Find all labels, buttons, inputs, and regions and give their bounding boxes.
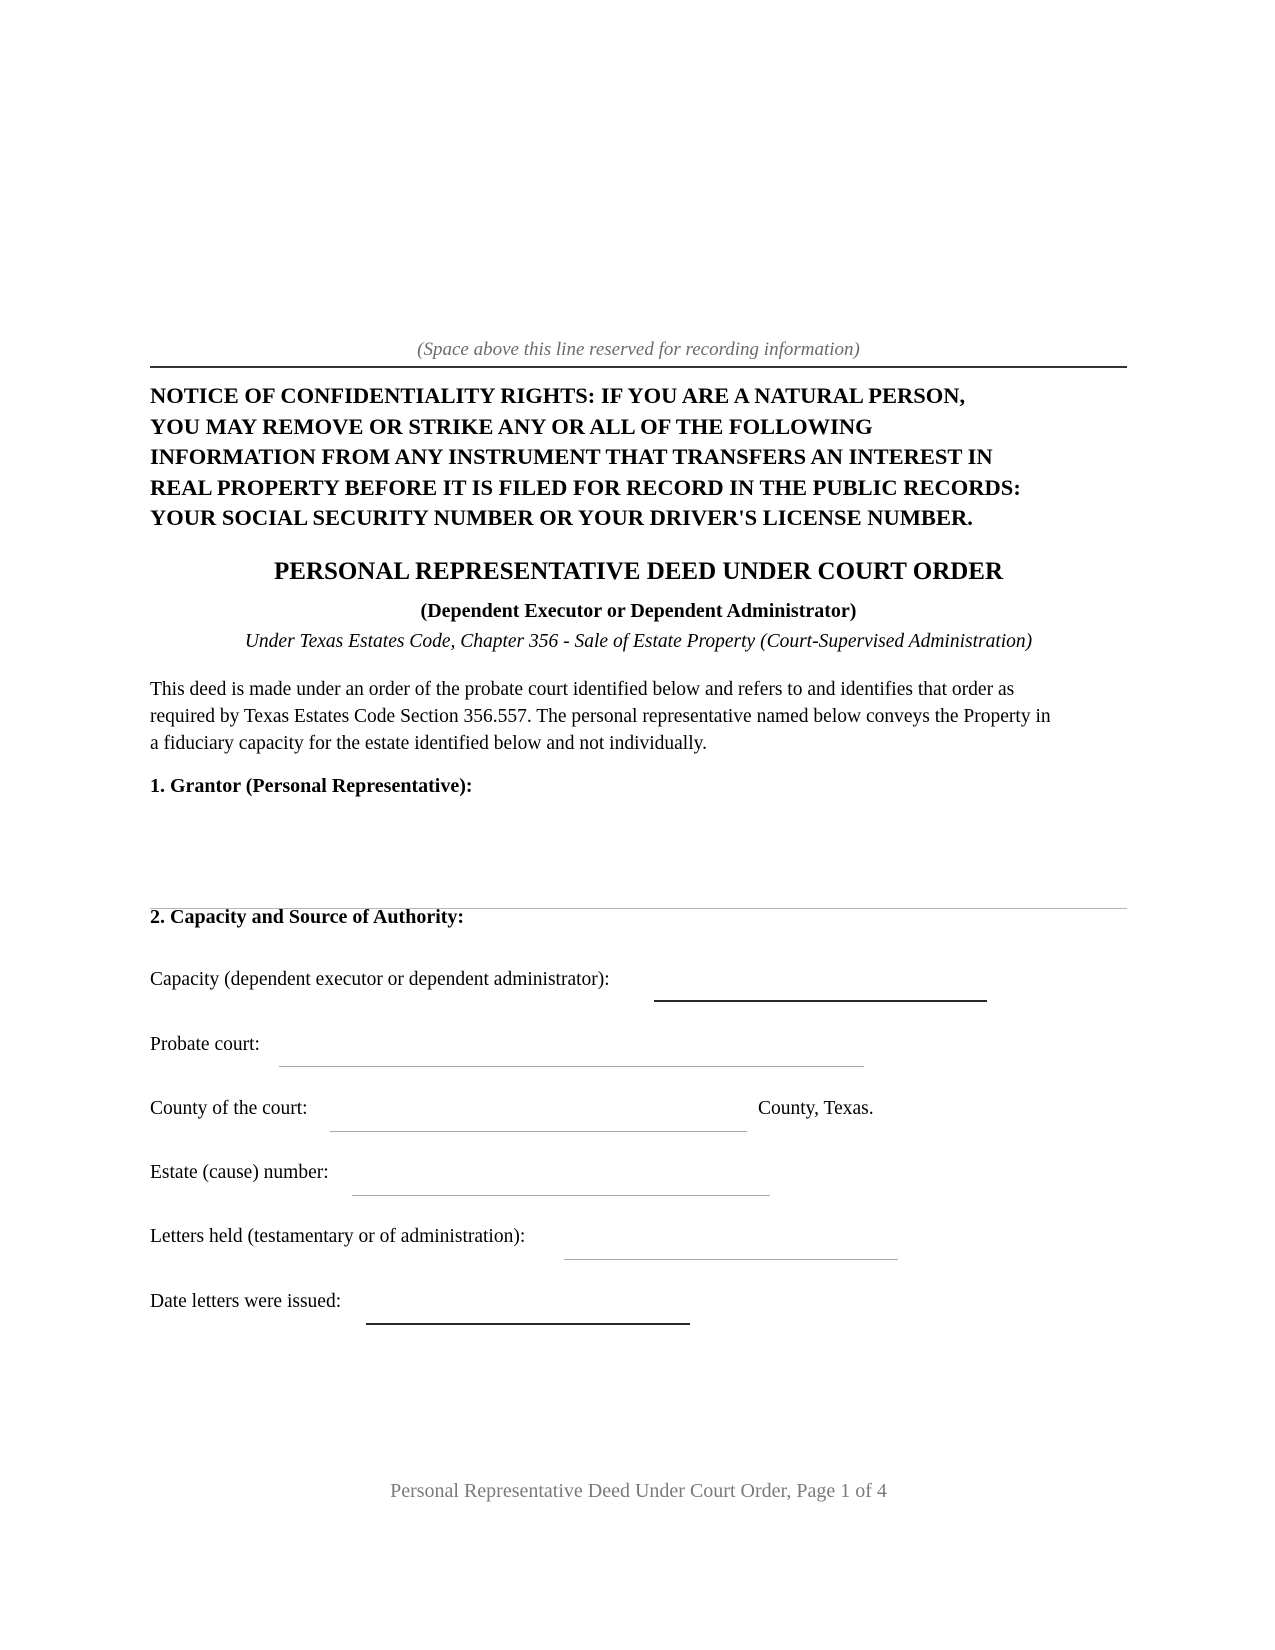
probate-court-label: Probate court: (150, 1034, 260, 1055)
notice-line: NOTICE OF CONFIDENTIALITY RIGHTS: IF YOU ARE A NATURAL PERSON, (150, 383, 966, 408)
estate-number-field[interactable] (352, 1195, 770, 1196)
letters-held-field[interactable] (564, 1259, 898, 1260)
probate-court-field[interactable] (279, 1066, 864, 1067)
county-field[interactable] (330, 1131, 747, 1132)
confidentiality-notice (150, 381, 1140, 534)
intro-line: a fiduciary capacity for the estate identified below and not individually. (150, 733, 707, 754)
recording-space-note: (Space above this line reserved for recording information) (417, 339, 860, 360)
notice-line: YOU MAY REMOVE OR STRIKE ANY OR ALL OF THE FOLLOWING (150, 413, 873, 439)
section-grantor-heading: 1. Grantor (Personal Representative): (150, 775, 473, 797)
letters-date-field[interactable] (366, 1323, 690, 1325)
recording-divider (150, 366, 1127, 368)
notice-line: INFORMATION FROM ANY INSTRUMENT THAT TRANSFERS AN INTEREST IN (150, 444, 993, 469)
estate-number-label: Estate (cause) number: (150, 1162, 329, 1183)
letters-held-label: Letters held (testamentary or of administration): (150, 1226, 526, 1247)
letters-date-label: Date letters were issued: (150, 1291, 342, 1312)
intro-line: required by Texas Estates Code Section 356.557. The personal representative named below conveys the Property in (150, 706, 1051, 727)
section-capacity-heading: 2. Capacity and Source of Authority: (150, 906, 465, 928)
page-footer: Personal Representative Deed Under Court Order, Page 1 of 4 (390, 1480, 887, 1502)
intro-paragraph (150, 676, 1140, 757)
statute-reference: Under Texas Estates Code, Chapter 356 - Sale of Estate Property (Court-Supervised Administration) (244, 631, 1033, 652)
notice-line: REAL PROPERTY BEFORE IT IS FILED FOR RECORD IN THE PUBLIC RECORDS: (150, 474, 1021, 500)
county-label: County of the court: (150, 1098, 308, 1119)
document-title: PERSONAL REPRESENTATIVE DEED UNDER COURT ORDER (273, 558, 1004, 585)
intro-line: This deed is made under an order of the probate court identified below and refers to and identifies that order as (150, 679, 1015, 700)
capacity-field[interactable] (654, 1000, 987, 1002)
notice-line: YOUR SOCIAL SECURITY NUMBER OR YOUR DRIVER'S LICENSE NUMBER. (150, 505, 973, 530)
county-suffix: County, Texas. (758, 1098, 874, 1119)
document-subtitle: (Dependent Executor or Dependent Administrator) (420, 600, 857, 622)
capacity-label: Capacity (dependent executor or dependent administrator): (150, 969, 610, 990)
